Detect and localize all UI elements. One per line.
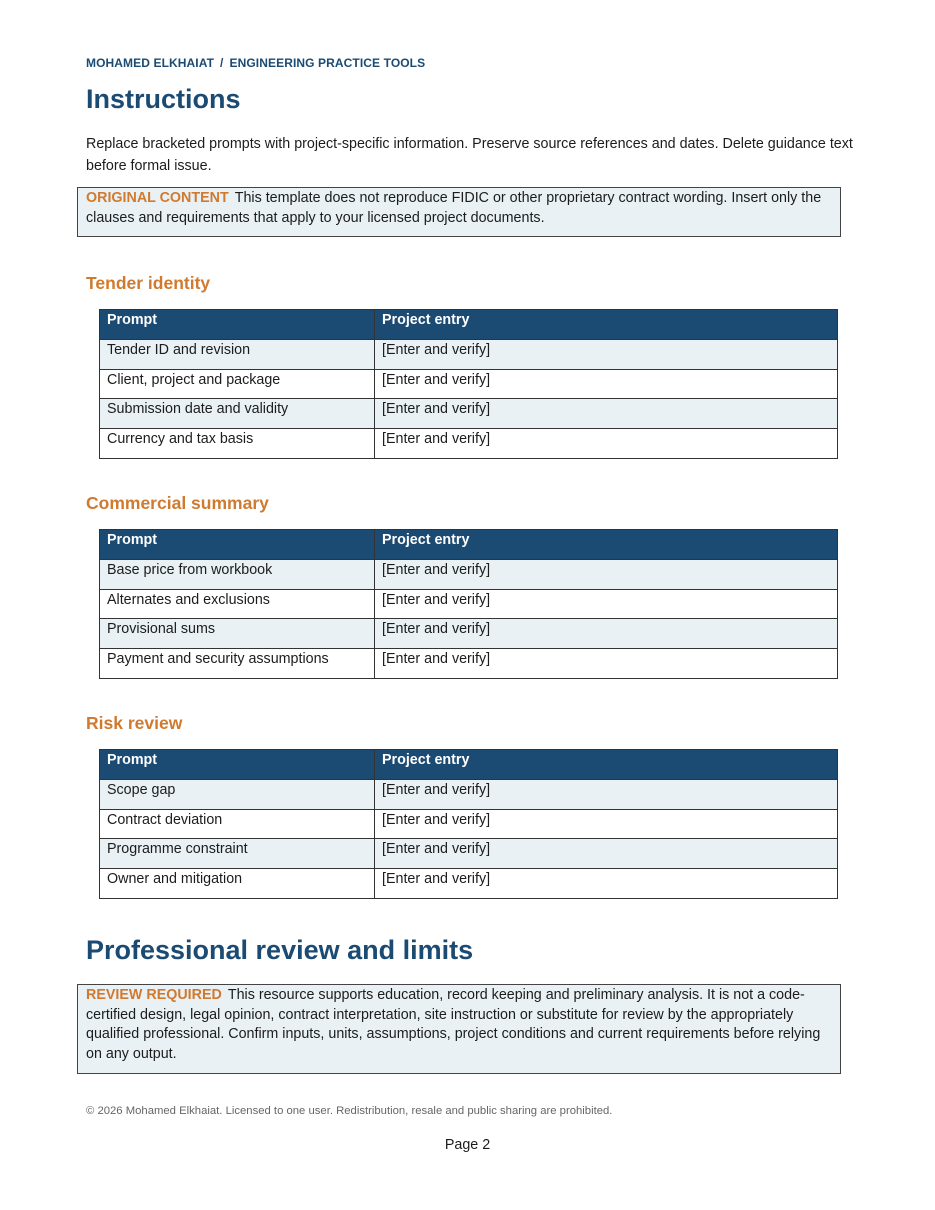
section-heading-risk-review: Risk review	[86, 713, 183, 733]
original-content-callout	[77, 187, 841, 237]
table-header-row	[100, 750, 838, 780]
column-header: Project entry	[375, 310, 838, 340]
instructions-heading: Instructions	[86, 84, 241, 114]
entry-cell[interactable]: [Enter and verify]	[375, 839, 838, 869]
entry-cell[interactable]: [Enter and verify]	[375, 429, 838, 459]
callout-tag: ORIGINAL CONTENT	[86, 190, 229, 206]
table-header-row	[100, 530, 838, 560]
entry-cell[interactable]: [Enter and verify]	[375, 559, 838, 589]
callout-text: This resource supports education, record keeping and preliminary analysis. It is not a code-certified design, legal opinion, contract interpretation, site instruction or substitute for review by the appropriately qualified professional. Confirm inputs, units, assumptions, project conditions and current requirements before relying on any output.	[86, 987, 821, 1062]
column-header: Prompt	[100, 530, 375, 560]
review-required-callout	[77, 984, 841, 1074]
risk-review-table	[99, 749, 838, 899]
instructions-intro: Replace bracketed prompts with project-specific information. Preserve source references and dates. Delete guidance text before formal issue.	[86, 136, 853, 174]
section-heading-tender-identity: Tender identity	[86, 273, 211, 293]
page-number: Page 2	[444, 1137, 491, 1153]
prompt-cell: Alternates and exclusions	[100, 589, 375, 619]
callout-tag: REVIEW REQUIRED	[86, 987, 222, 1003]
entry-cell[interactable]: [Enter and verify]	[375, 779, 838, 809]
entry-cell[interactable]: [Enter and verify]	[375, 809, 838, 839]
table-row	[100, 339, 838, 369]
table-header-row	[100, 310, 838, 340]
header-author: MOHAMED ELKHAIAT	[86, 56, 215, 70]
table-row	[100, 779, 838, 809]
entry-cell[interactable]: [Enter and verify]	[375, 649, 838, 679]
table-row	[100, 619, 838, 649]
tender-identity-table	[99, 309, 838, 459]
table-row	[100, 649, 838, 679]
entry-cell[interactable]: [Enter and verify]	[375, 339, 838, 369]
table-row	[100, 869, 838, 899]
prompt-cell: Submission date and validity	[100, 399, 375, 429]
column-header: Prompt	[100, 750, 375, 780]
table-row	[100, 589, 838, 619]
entry-cell[interactable]: [Enter and verify]	[375, 589, 838, 619]
section-heading-commercial-summary: Commercial summary	[86, 493, 269, 513]
table-row	[100, 839, 838, 869]
callout-text: This template does not reproduce FIDIC or other proprietary contract wording. Insert only the clauses and requirements that apply to your licensed project documents.	[86, 190, 822, 226]
table-row	[100, 809, 838, 839]
prompt-cell: Client, project and package	[100, 369, 375, 399]
table-row	[100, 369, 838, 399]
prompt-cell: Scope gap	[100, 779, 375, 809]
prompt-cell: Contract deviation	[100, 809, 375, 839]
table-row	[100, 559, 838, 589]
running-header	[86, 56, 425, 70]
entry-cell[interactable]: [Enter and verify]	[375, 619, 838, 649]
copyright-notice: © 2026 Mohamed Elkhaiat. Licensed to one user. Redistribution, resale and public sharing are prohibited.	[86, 1105, 613, 1117]
header-separator: /	[220, 56, 224, 70]
table-row	[100, 429, 838, 459]
prompt-cell: Tender ID and revision	[100, 339, 375, 369]
entry-cell[interactable]: [Enter and verify]	[375, 369, 838, 399]
table-row	[100, 399, 838, 429]
prompt-cell: Provisional sums	[100, 619, 375, 649]
column-header: Prompt	[100, 310, 375, 340]
prompt-cell: Currency and tax basis	[100, 429, 375, 459]
entry-cell[interactable]: [Enter and verify]	[375, 399, 838, 429]
prompt-cell: Payment and security assumptions	[100, 649, 375, 679]
entry-cell[interactable]: [Enter and verify]	[375, 869, 838, 899]
prompt-cell: Programme constraint	[100, 839, 375, 869]
column-header: Project entry	[375, 530, 838, 560]
commercial-summary-table	[99, 529, 838, 679]
header-series: ENGINEERING PRACTICE TOOLS	[229, 56, 426, 70]
prompt-cell: Owner and mitigation	[100, 869, 375, 899]
prompt-cell: Base price from workbook	[100, 559, 375, 589]
column-header: Project entry	[375, 750, 838, 780]
professional-review-heading: Professional review and limits	[86, 935, 474, 965]
